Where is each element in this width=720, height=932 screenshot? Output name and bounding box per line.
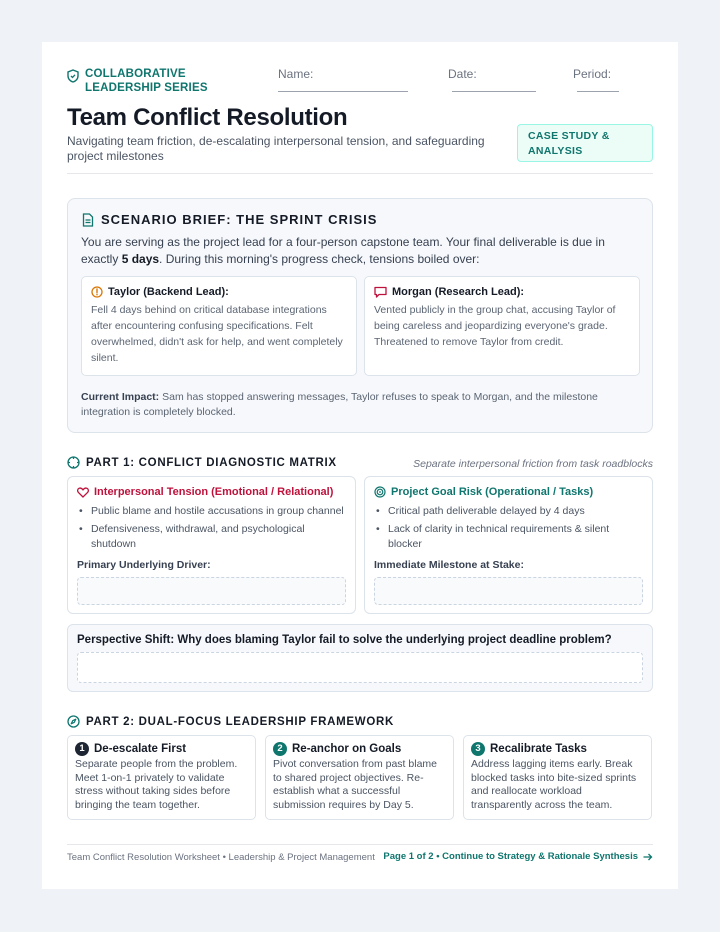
list-item: • Defensiveness, withdrawal, and psychological shutdown: [77, 522, 347, 552]
footer-divider: [67, 844, 653, 845]
series-label: [67, 67, 257, 95]
document-icon: [82, 213, 94, 227]
milestone-answer-field[interactable]: [374, 577, 643, 605]
target-icon: [67, 456, 80, 469]
case-study-badge: CASE STUDY & ANALYSIS: [517, 124, 653, 162]
shield-icon: [67, 69, 79, 83]
step-text: Pivot conversation from past blame to shared project objectives. Re-establish what a successful submission requires by Day 5.: [273, 758, 437, 811]
name-field[interactable]: [278, 91, 408, 92]
person-description: Vented publicly in the group chat, accusing Taylor of being careless and jeopardizing everyone's grade. Threatened to remove Taylor from credit.: [374, 304, 616, 348]
person-description: Fell 4 days behind on critical database integrations after encountering confusing specifications. Felt overwhelmed, didn't ask for help, and went completely silent.: [91, 304, 343, 364]
heart-icon: [77, 487, 89, 498]
interpersonal-list: [77, 504, 347, 555]
step-card-2: [265, 735, 454, 820]
step-number: 3: [471, 742, 485, 756]
part1-note: Separate interpersonal friction from task roadblocks: [413, 458, 653, 470]
bullseye-icon: [374, 486, 386, 498]
compass-icon: [67, 715, 80, 728]
step-title: Recalibrate Tasks: [490, 743, 587, 755]
person-card-taylor: [81, 276, 357, 376]
continue-link[interactable]: [383, 851, 653, 862]
header-divider: [67, 173, 653, 174]
perspective-question: Perspective Shift: Why does blaming Taylor fail to solve the underlying project deadline problem?: [77, 634, 612, 646]
date-field[interactable]: [452, 91, 536, 92]
alert-circle-icon: [91, 286, 103, 298]
part1-heading: PART 1: CONFLICT DIAGNOSTIC MATRIX: [67, 456, 337, 469]
step-title: De-escalate First: [94, 743, 187, 755]
name-label: Name:: [278, 67, 314, 81]
person-name: Taylor (Backend Lead):: [108, 286, 229, 298]
step-number: 1: [75, 742, 89, 756]
period-field[interactable]: [577, 91, 619, 92]
period-label: Period:: [573, 67, 612, 81]
driver-label: Primary Underlying Driver:: [77, 559, 211, 571]
step-title: Re-anchor on Goals: [292, 743, 402, 755]
page-title: Team Conflict Resolution: [67, 104, 348, 131]
chat-bubble-icon: [374, 286, 387, 298]
interpersonal-card: [67, 476, 356, 614]
worksheet-page: [42, 42, 678, 889]
step-text: Separate people from the problem. Meet 1-on-1 privately to validate stress without taking sides before bringing the team together.: [75, 758, 238, 811]
arrow-right-icon: [643, 853, 653, 861]
part2-heading: PART 2: DUAL-FOCUS LEADERSHIP FRAMEWORK: [67, 715, 394, 728]
list-item: • Lack of clarity in technical requirements & silent blocker: [374, 522, 644, 552]
page-subtitle: Navigating team friction, de-escalating interpersonal tension, and safeguarding project milestones: [67, 134, 485, 163]
goal-risk-card: [364, 476, 653, 614]
step-number: 2: [273, 742, 287, 756]
step-card-3: [463, 735, 652, 820]
list-item: • Critical path deliverable delayed by 4 days: [374, 504, 644, 519]
list-item: • Public blame and hostile accusations in group channel: [77, 504, 347, 519]
step-card-1: [67, 735, 256, 820]
current-impact: Current Impact: Sam has stopped answering messages, Taylor refuses to speak to Morgan, and the milestone integration is completely blocked.: [81, 391, 598, 418]
person-card-morgan: [364, 276, 640, 376]
perspective-answer-field[interactable]: [77, 652, 643, 683]
footer-text: Team Conflict Resolution Worksheet • Leadership & Project Management: [67, 852, 375, 863]
interpersonal-title: Interpersonal Tension (Emotional / Relational): [94, 486, 334, 498]
date-label: Date:: [448, 67, 477, 81]
goal-risk-list: [374, 504, 644, 555]
scenario-intro: You are serving as the project lead for a four-person capstone team. Your final deliverable is due in exactly 5 days. During this morning's progress check, tensions boiled over:: [81, 235, 605, 266]
continue-label: Page 1 of 2 • Continue to Strategy & Rationale Synthesis: [383, 851, 638, 862]
person-name: Morgan (Research Lead):: [392, 286, 525, 298]
series-text: COLLABORATIVE LEADERSHIP SERIES: [85, 68, 208, 94]
driver-answer-field[interactable]: [77, 577, 346, 605]
scenario-title: SCENARIO BRIEF: THE SPRINT CRISIS: [101, 212, 378, 227]
goal-risk-title: Project Goal Risk (Operational / Tasks): [391, 486, 594, 498]
scenario-brief: [67, 198, 653, 433]
perspective-shift-card: [67, 624, 653, 692]
milestone-label: Immediate Milestone at Stake:: [374, 559, 524, 571]
step-text: Address lagging items early. Break blocked tasks into bite-sized sprints and reallocate workload transparently across the team.: [471, 758, 637, 811]
